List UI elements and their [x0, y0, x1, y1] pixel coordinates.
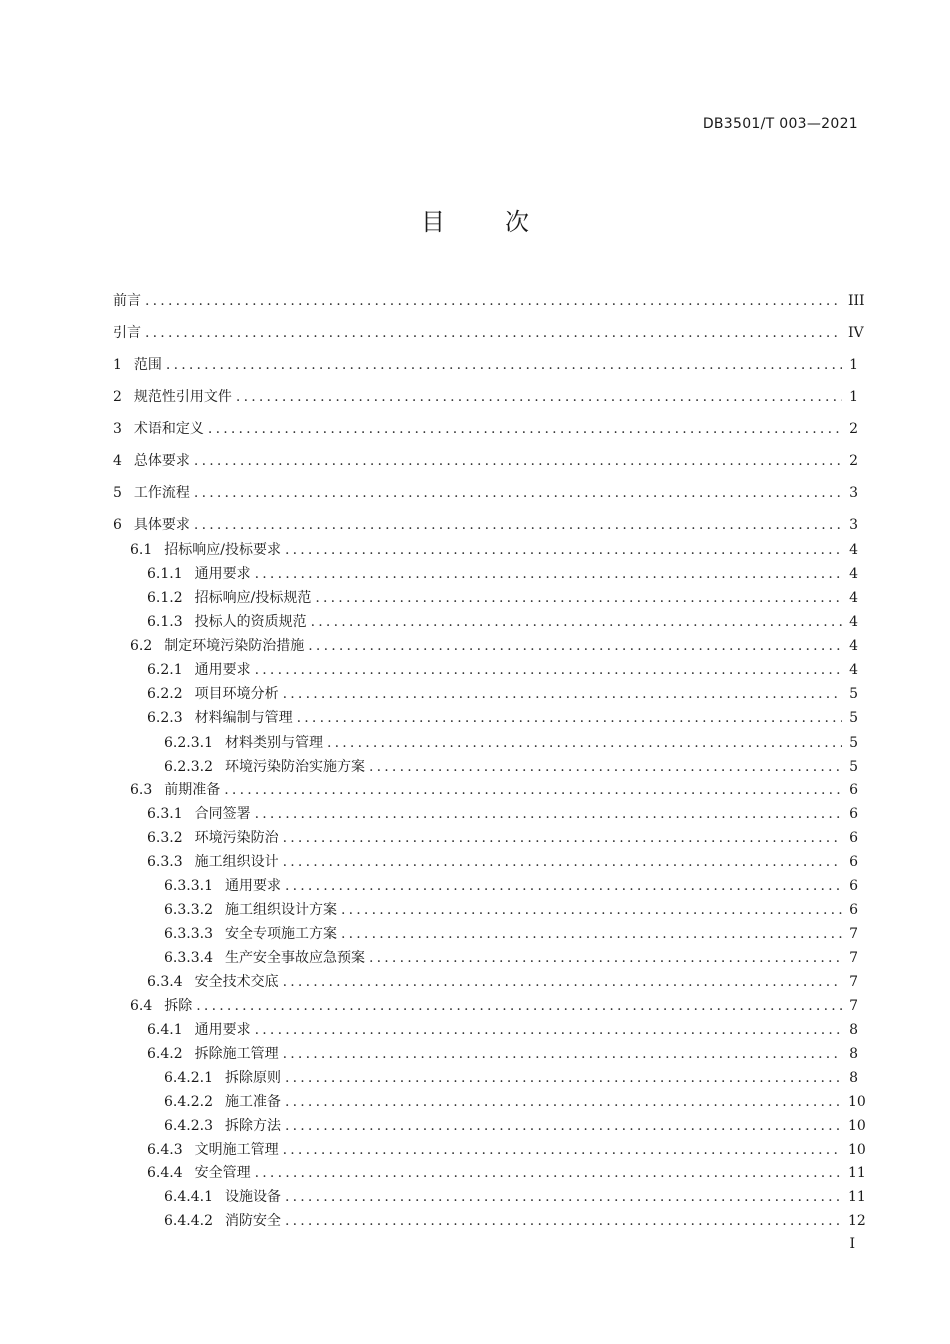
toc-entry[interactable]	[113, 451, 858, 471]
toc-entry-title: 施工准备	[224, 1094, 281, 1110]
toc-entry[interactable]	[147, 852, 858, 872]
toc-entry-title: 环境污染防治	[194, 830, 279, 846]
toc-entry[interactable]	[164, 1187, 866, 1207]
toc-leader-dots	[285, 1211, 842, 1231]
toc-leader-dots	[196, 996, 842, 1016]
toc-entry[interactable]	[113, 323, 864, 343]
toc-entry[interactable]	[164, 1211, 866, 1231]
toc-leader-dots	[194, 483, 842, 503]
toc-entry[interactable]	[164, 948, 858, 968]
toc-leader-dots	[285, 1116, 842, 1136]
toc-entry-title: 术语和定义	[133, 421, 204, 437]
toc-leader-dots	[327, 733, 842, 753]
toc-entry[interactable]	[147, 828, 858, 848]
toc-entry-title: 招标响应/投标要求	[164, 542, 281, 558]
toc-entry-page: IV	[848, 325, 864, 341]
toc-leader-dots	[285, 1092, 842, 1112]
toc-entry[interactable]	[147, 804, 858, 824]
toc-entry-page: III	[848, 293, 865, 309]
toc-leader-dots	[285, 540, 842, 560]
toc-entry-page: 7	[849, 950, 858, 966]
toc-entry-title: 通用要求	[224, 878, 281, 894]
toc-entry[interactable]	[130, 996, 858, 1016]
toc-entry[interactable]	[113, 483, 858, 503]
toc-entry-number: 6.4.2	[147, 1046, 183, 1062]
toc-entry-page: 2	[849, 421, 858, 437]
toc-entry-page: 6	[849, 782, 858, 798]
toc-entry[interactable]	[147, 1044, 858, 1064]
toc-entry-title: 引言	[113, 325, 141, 341]
toc-entry-number: 6.2.3.1	[164, 735, 213, 751]
toc-entry-page: 5	[849, 710, 858, 726]
toc-entry[interactable]	[147, 972, 858, 992]
title-char-1: 目	[421, 208, 445, 236]
toc-entry-number: 1	[113, 357, 122, 373]
toc-entry-page: 3	[849, 485, 858, 501]
toc-entry-title: 生产安全事故应急预案	[224, 950, 365, 966]
toc-entry[interactable]	[147, 708, 858, 728]
toc-entry-title: 通用要求	[194, 662, 251, 678]
toc-entry-title: 安全技术交底	[194, 974, 279, 990]
toc-entry-title: 环境污染防治实施方案	[224, 759, 365, 775]
toc-entry-page: 12	[848, 1213, 866, 1229]
toc-entry-number: 6.3.3	[147, 854, 183, 870]
toc-entry-number: 6.3	[130, 782, 153, 798]
toc-entry-title: 材料编制与管理	[194, 710, 293, 726]
toc-entry-title: 前言	[113, 293, 141, 309]
toc-entry-page: 7	[849, 998, 858, 1014]
toc-entry-number: 3	[113, 421, 122, 437]
toc-leader-dots	[285, 876, 842, 896]
toc-entry-page: 8	[849, 1070, 858, 1086]
toc-leader-dots	[194, 451, 842, 471]
toc-entry-title: 施工组织设计方案	[224, 902, 337, 918]
toc-entry-title: 范围	[133, 357, 162, 373]
toc-entry-page: 6	[849, 878, 858, 894]
toc-entry-number: 6.1	[130, 542, 153, 558]
toc-entry[interactable]	[113, 387, 858, 407]
toc-entry-page: 10	[848, 1142, 866, 1158]
toc-entry[interactable]	[130, 780, 858, 800]
toc-entry[interactable]	[147, 1140, 866, 1160]
toc-entry-title: 施工组织设计	[194, 854, 279, 870]
toc-entry-title: 制定环境污染防治措施	[164, 638, 305, 654]
toc-leader-dots	[283, 684, 842, 704]
toc-entry-number: 2	[113, 389, 122, 405]
toc-leader-dots	[369, 757, 842, 777]
toc-entry[interactable]	[164, 1116, 866, 1136]
toc-entry-page: 4	[849, 566, 858, 582]
toc-entry-number: 4	[113, 453, 122, 469]
toc-entry-number: 6.4.1	[147, 1022, 183, 1038]
toc-entry-page: 6	[849, 854, 858, 870]
toc-entry-page: 11	[848, 1189, 866, 1205]
toc-leader-dots	[224, 780, 842, 800]
toc-entry[interactable]	[130, 636, 858, 656]
toc-entry[interactable]	[113, 419, 858, 439]
toc-entry-page: 11	[848, 1165, 866, 1181]
toc-entry-title: 招标响应/投标规范	[194, 590, 312, 606]
toc-leader-dots	[236, 387, 842, 407]
toc-entry-page: 4	[849, 614, 858, 630]
toc-leader-dots	[255, 804, 842, 824]
toc-leader-dots	[283, 1140, 842, 1160]
toc-entry-page: 5	[849, 759, 858, 775]
toc-entry-page: 7	[849, 974, 858, 990]
toc-entry-title: 拆除原则	[224, 1070, 281, 1086]
toc-entry-number: 6.1.3	[147, 614, 183, 630]
toc-entry[interactable]	[147, 684, 858, 704]
toc-entry-number: 6.2.3	[147, 710, 183, 726]
toc-leader-dots	[341, 924, 842, 944]
toc-entry-page: 10	[848, 1094, 866, 1110]
toc-entry[interactable]	[113, 355, 858, 375]
toc-entry[interactable]	[164, 876, 858, 896]
toc-entry-title: 具体要求	[133, 517, 190, 533]
toc-entry-title: 总体要求	[133, 453, 190, 469]
toc-entry[interactable]	[164, 1068, 858, 1088]
toc-leader-dots	[166, 355, 842, 375]
toc-entry-title: 合同签署	[194, 806, 251, 822]
toc-entry-page: 2	[849, 453, 858, 469]
toc-entry-title: 设施设备	[224, 1189, 281, 1205]
toc-entry[interactable]	[164, 733, 858, 753]
toc-entry-title: 安全管理	[194, 1165, 251, 1181]
toc-entry-number: 6.3.2	[147, 830, 183, 846]
toc-entry-page: 10	[848, 1118, 866, 1134]
toc-entry[interactable]	[164, 1092, 866, 1112]
toc-leader-dots	[255, 660, 842, 680]
toc-entry-page: 7	[849, 926, 858, 942]
document-code: DB3501/T 003—2021	[702, 116, 858, 132]
toc-entry-title: 工作流程	[133, 485, 190, 501]
toc-leader-dots	[315, 588, 842, 608]
toc-leader-dots	[308, 636, 842, 656]
toc-entry-title: 项目环境分析	[194, 686, 279, 702]
toc-leader-dots	[369, 948, 842, 968]
toc-entry-number: 6.1.1	[147, 566, 183, 582]
toc-leader-dots	[194, 515, 842, 535]
toc-entry-title: 拆除	[164, 998, 193, 1014]
toc-leader-dots	[285, 1068, 842, 1088]
toc-leader-dots	[311, 612, 842, 632]
toc-entry-number: 6.2	[130, 638, 153, 654]
toc-entry-title: 材料类别与管理	[224, 735, 323, 751]
toc-entry-number: 6	[113, 517, 122, 533]
toc-entry-number: 5	[113, 485, 122, 501]
toc-leader-dots	[255, 564, 842, 584]
toc-leader-dots	[283, 972, 842, 992]
toc-entry-number: 6.2.1	[147, 662, 183, 678]
toc-entry-page: 4	[849, 662, 858, 678]
title-char-2: 次	[505, 208, 529, 236]
toc-entry-title: 通用要求	[194, 566, 251, 582]
toc-leader-dots	[283, 828, 842, 848]
page-number: I	[849, 1236, 855, 1252]
toc-entry-page: 6	[849, 806, 858, 822]
toc-entry[interactable]	[113, 291, 865, 311]
toc-leader-dots	[285, 1187, 842, 1207]
toc-entry-page: 1	[849, 357, 858, 373]
toc-entry-title: 拆除方法	[224, 1118, 281, 1134]
toc-leader-dots	[208, 419, 842, 439]
toc-leader-dots	[297, 708, 842, 728]
toc-entry[interactable]	[147, 612, 858, 632]
toc-entry[interactable]	[164, 757, 858, 777]
toc-entry-number: 6.4.2.3	[164, 1118, 213, 1134]
toc-entry-page: 6	[849, 902, 858, 918]
toc-entry-title: 前期准备	[164, 782, 221, 798]
toc-leader-dots	[255, 1020, 842, 1040]
toc-entry[interactable]	[130, 540, 858, 560]
toc-entry-title: 拆除施工管理	[194, 1046, 279, 1062]
toc-entry-number: 6.4.4.1	[164, 1189, 213, 1205]
toc-entry-page: 3	[849, 517, 858, 533]
toc-leader-dots	[283, 1044, 842, 1064]
toc-entry-number: 6.1.2	[147, 590, 183, 606]
toc-entry-title: 文明施工管理	[194, 1142, 279, 1158]
toc-entry-page: 6	[849, 830, 858, 846]
toc-entry-number: 6.4.4	[147, 1165, 183, 1181]
toc-entry[interactable]	[147, 564, 858, 584]
toc-entry-number: 6.2.3.2	[164, 759, 213, 775]
toc-entry-page: 5	[849, 686, 858, 702]
toc-entry-number: 6.4.3	[147, 1142, 183, 1158]
toc-entry-number: 6.3.1	[147, 806, 183, 822]
toc-entry-number: 6.3.4	[147, 974, 183, 990]
toc-entry-number: 6.3.3.2	[164, 902, 213, 918]
toc-entry[interactable]	[147, 1020, 858, 1040]
toc-entry-page: 1	[849, 389, 858, 405]
toc-leader-dots	[255, 1163, 842, 1183]
toc-entry-title: 规范性引用文件	[133, 389, 232, 405]
toc-entry-number: 6.4.2.2	[164, 1094, 213, 1110]
toc-entry[interactable]	[164, 900, 858, 920]
toc-entry[interactable]	[164, 924, 858, 944]
toc-entry[interactable]	[113, 515, 858, 535]
toc-entry-number: 6.4	[130, 998, 153, 1014]
toc-entry-page: 5	[849, 735, 858, 751]
toc-leader-dots	[145, 323, 842, 343]
toc-entry-page: 4	[849, 638, 858, 654]
toc-entry-title: 消防安全	[224, 1213, 281, 1229]
toc-entry-number: 6.4.4.2	[164, 1213, 213, 1229]
toc-leader-dots	[341, 900, 842, 920]
toc-entry-title: 安全专项施工方案	[224, 926, 337, 942]
toc-entry-number: 6.4.2.1	[164, 1070, 213, 1086]
toc-entry-number: 6.3.3.3	[164, 926, 213, 942]
toc-entry-page: 8	[849, 1022, 858, 1038]
toc-leader-dots	[145, 291, 842, 311]
toc-entry-title: 投标人的资质规范	[194, 614, 307, 630]
toc-entry-number: 6.2.2	[147, 686, 183, 702]
toc-leader-dots	[283, 852, 842, 872]
toc-entry-page: 4	[849, 590, 858, 606]
toc-entry-number: 6.3.3.1	[164, 878, 213, 894]
toc-entry[interactable]	[147, 1163, 866, 1183]
toc-entry-number: 6.3.3.4	[164, 950, 213, 966]
toc-entry-page: 4	[849, 542, 858, 558]
toc-entry[interactable]	[147, 588, 858, 608]
toc-entry-title: 通用要求	[194, 1022, 251, 1038]
toc-entry-page: 8	[849, 1046, 858, 1062]
toc-entry[interactable]	[147, 660, 858, 680]
